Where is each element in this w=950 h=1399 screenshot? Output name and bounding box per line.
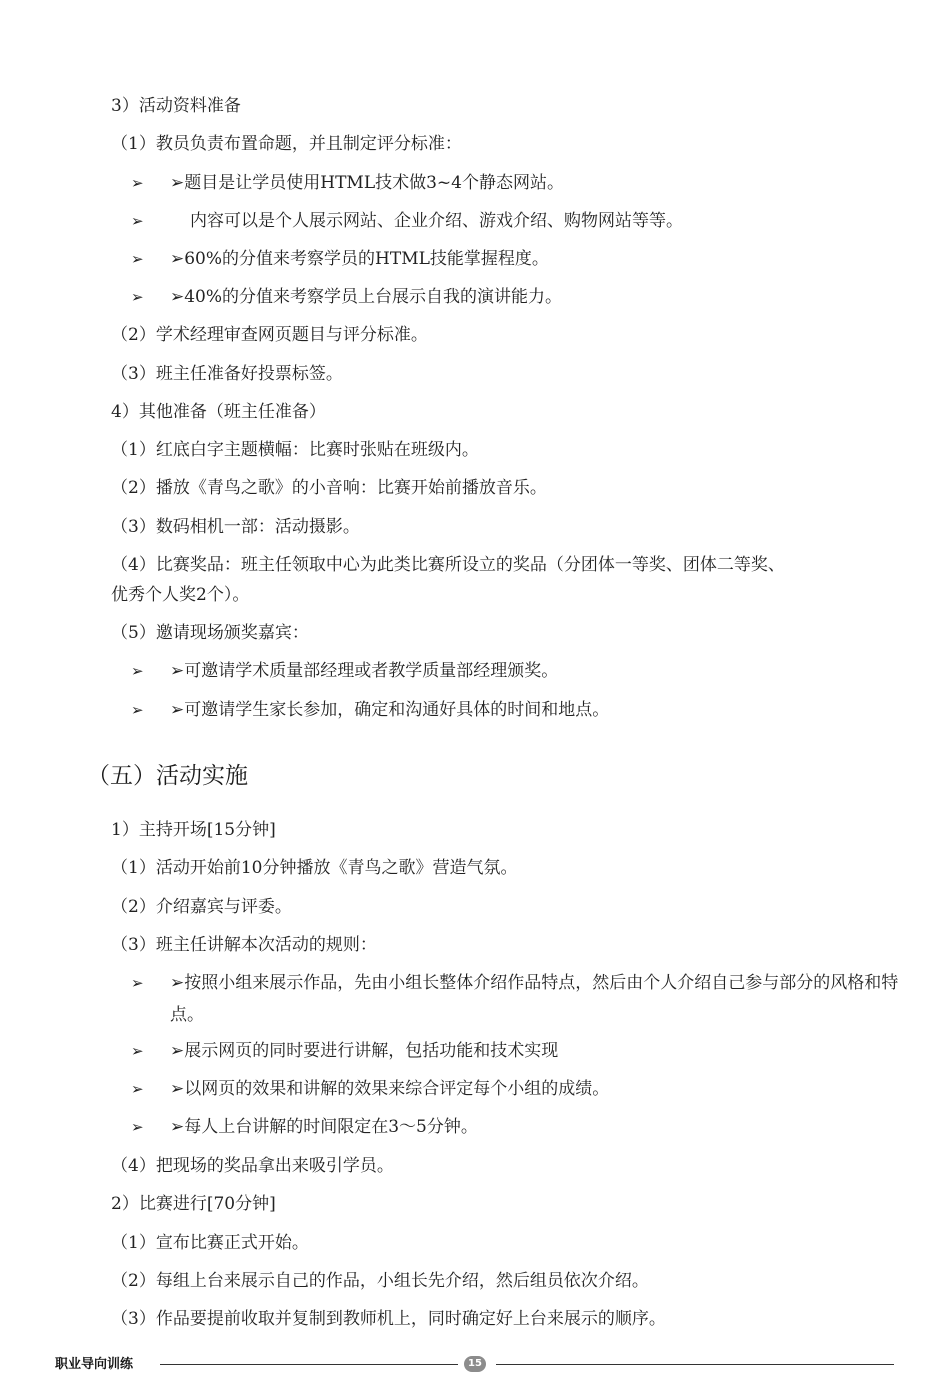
section-4-para-1: （1）红底白字主题横幅：比赛时张贴在班级内。 xyxy=(111,440,479,460)
step-1-para-4: （4）把现场的奖品拿出来吸引学员。 xyxy=(111,1156,394,1176)
step-1-bullet-4: ➢每人上台讲解的时间限定在3～5分钟。 xyxy=(170,1117,478,1137)
step-2-para-3: （3）作品要提前收取并复制到教师机上，同时确定好上台来展示的顺序。 xyxy=(111,1309,666,1329)
section-3-bullet-4: ➢40%的分值来考察学员上台展示自我的演讲能力。 xyxy=(170,287,563,307)
section-4-para-4b: 优秀个人奖2个）。 xyxy=(111,585,250,605)
bullet-marker: ➢ xyxy=(131,212,144,230)
bullet-marker: ➢ xyxy=(131,662,144,680)
bullet-marker: ➢ xyxy=(131,174,144,192)
section-4-para-4a: （4）比赛奖品：班主任领取中心为此类比赛所设立的奖品（分团体一等奖、团体二等奖、 xyxy=(111,555,785,575)
step-1-bullet-3: ➢以网页的效果和讲解的效果来综合评定每个小组的成绩。 xyxy=(170,1079,610,1099)
step-2-para-1: （1）宣布比赛正式开始。 xyxy=(111,1233,309,1253)
footer-label: 职业导向训练 xyxy=(55,1357,134,1372)
section-3-bullet-3: ➢60%的分值来考察学员的HTML技能掌握程度。 xyxy=(170,249,549,269)
section-heading: （五）活动实施 xyxy=(87,763,248,789)
section-4-para-3: （3）数码相机一部：活动摄影。 xyxy=(111,517,360,537)
footer-rule-right xyxy=(496,1364,894,1365)
step-1-para-2: （2）介绍嘉宾与评委。 xyxy=(111,897,292,917)
step-2-title: 2）比赛进行[70分钟] xyxy=(111,1194,276,1214)
step-1-bullet-2: ➢展示网页的同时要进行讲解，包括功能和技术实现 xyxy=(170,1041,559,1061)
step-1-title: 1）主持开场[15分钟] xyxy=(111,820,276,840)
section-4-bullet-1: ➢可邀请学术质量部经理或者教学质量部经理颁奖。 xyxy=(170,661,559,681)
section-3-bullet-1: ➢题目是让学员使用HTML技术做3~4个静态网站。 xyxy=(170,173,564,193)
bullet-marker: ➢ xyxy=(131,974,144,992)
section-4-para-2: （2）播放《青鸟之歌》的小音响：比赛开始前播放音乐。 xyxy=(111,478,547,498)
section-3-para-3: （3）班主任准备好投票标签。 xyxy=(111,364,343,384)
page-number: 15 xyxy=(464,1356,486,1372)
section-4-para-5: （5）邀请现场颁奖嘉宾： xyxy=(111,623,309,643)
bullet-marker: ➢ xyxy=(131,1118,144,1136)
footer-rule-left xyxy=(160,1364,458,1365)
bullet-marker: ➢ xyxy=(131,1042,144,1060)
step-2-para-2: （2）每组上台来展示自己的作品，小组长先介绍，然后组员依次介绍。 xyxy=(111,1271,649,1291)
section-3-para-1: （1）教员负责布置命题，并且制定评分标准： xyxy=(111,134,462,154)
step-1-para-1: （1）活动开始前10分钟播放《青鸟之歌》营造气氛。 xyxy=(111,858,518,878)
section-3-bullet-2: 内容可以是个人展示网站、企业介绍、游戏介绍、购物网站等等。 xyxy=(190,211,683,231)
step-1-para-3: （3）班主任讲解本次活动的规则： xyxy=(111,935,377,955)
bullet-marker: ➢ xyxy=(131,701,144,719)
section-3-title: 3）活动资料准备 xyxy=(111,96,241,116)
bullet-marker: ➢ xyxy=(131,1080,144,1098)
bullet-marker: ➢ xyxy=(131,288,144,306)
section-4-bullet-2: ➢可邀请学生家长参加，确定和沟通好具体的时间和地点。 xyxy=(170,700,610,720)
bullet-marker: ➢ xyxy=(131,250,144,268)
section-4-title: 4）其他准备（班主任准备） xyxy=(111,402,326,422)
section-3-para-2: （2）学术经理审查网页题目与评分标准。 xyxy=(111,325,428,345)
step-1-bullet-1: ➢按照小组来展示作品，先由小组长整体介绍作品特点，然后由个人介绍自己参与部分的风格和特点。 xyxy=(170,973,899,1025)
